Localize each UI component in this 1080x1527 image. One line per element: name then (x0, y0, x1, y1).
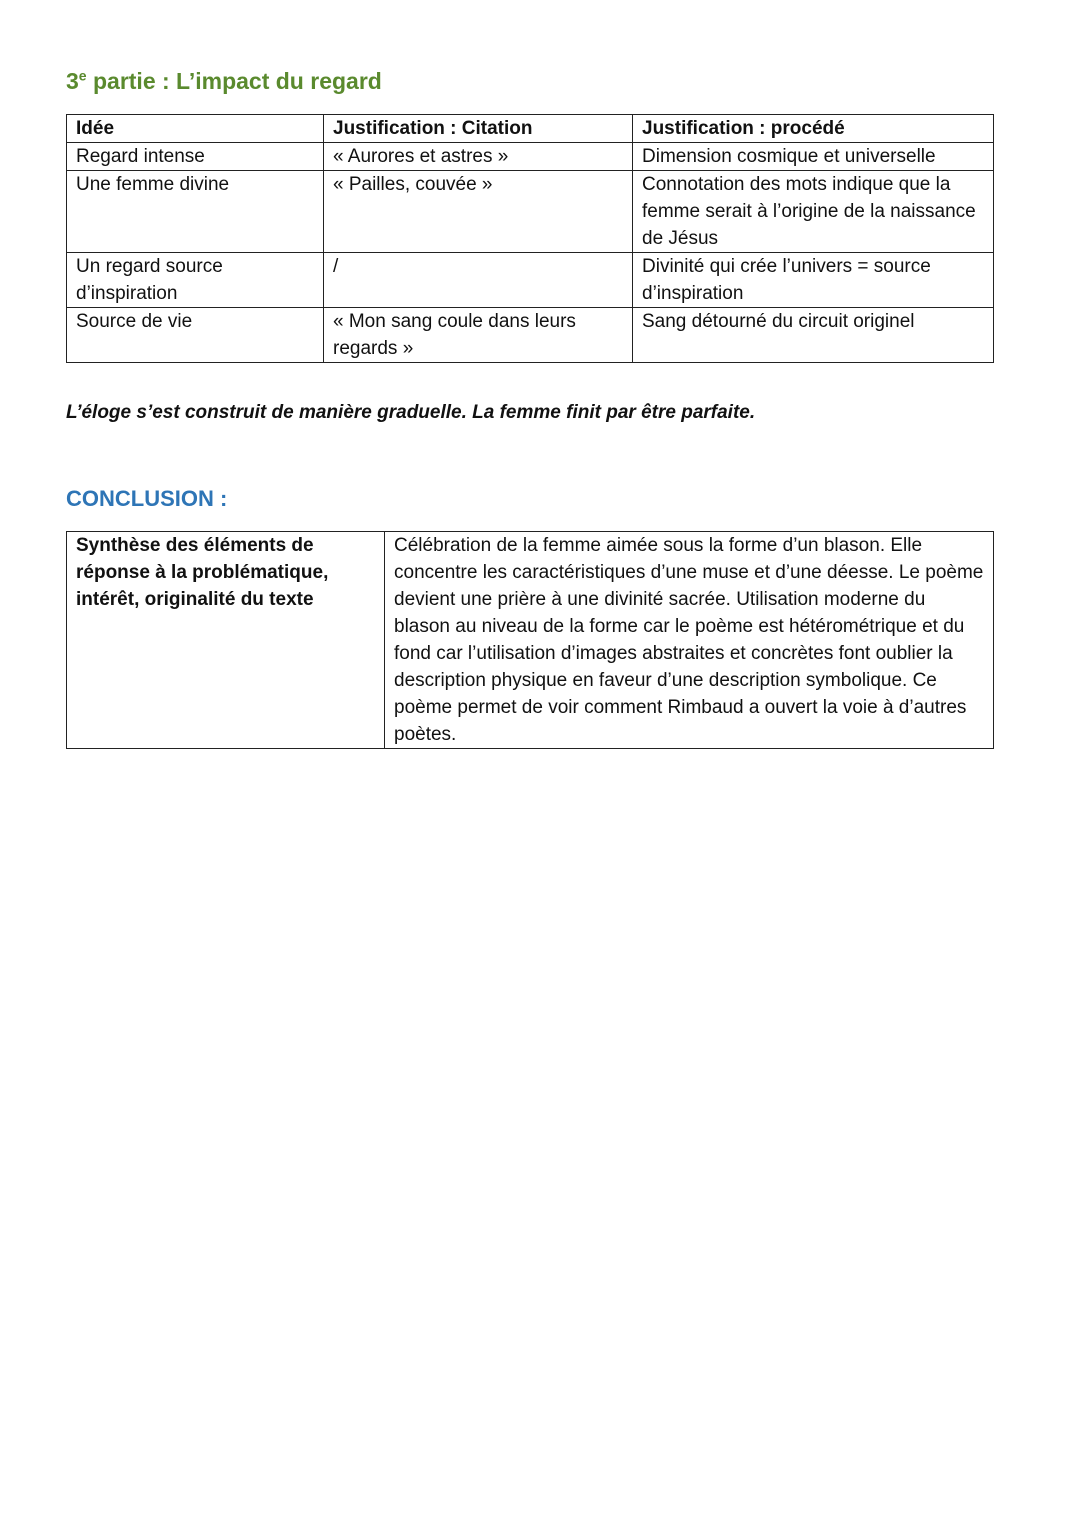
closing-sentence: L’éloge s’est construit de manière graduelle. La femme finit par être parfaite. (66, 402, 756, 423)
conclusion-label: Synthèse des éléments de réponse à la problématique, intérêt, originalité du texte (67, 532, 385, 749)
cell-idea: Regard intense (67, 143, 324, 171)
section-title-part-3 (66, 66, 382, 96)
header-process: Justification : procédé (633, 115, 994, 143)
header-idea: Idée (67, 115, 324, 143)
cell-idea: Source de vie (67, 308, 324, 363)
title-ordinal-suffix: e (78, 67, 87, 84)
cell-process: Dimension cosmique et universelle (633, 143, 994, 171)
header-citation: Justification : Citation (324, 115, 633, 143)
cell-citation: « Mon sang coule dans leurs regards » (324, 308, 633, 363)
title-text: partie : L’impact du regard (86, 68, 382, 94)
cell-process: Connotation des mots indique que la femme serait à l’origine de la naissance de Jésus (633, 171, 994, 253)
table-header-row (67, 115, 994, 143)
title-ordinal: 3 (66, 68, 79, 94)
cell-citation: « Pailles, couvée » (324, 171, 633, 253)
table-row (67, 253, 994, 308)
conclusion-synthesis: Célébration de la femme aimée sous la forme d’un blason. Elle concentre les caractéristiques d’une muse et d’une déesse. Le poème devient une prière à une divinité sacrée. Utilisation moderne du blason au niveau de la forme car le poème est hétérométrique et du fond car l’utilisation d’images abstraites et concrètes font oublier la description physique en faveur d’une description symbolique. Ce poème permet de voir comment Rimbaud a ouvert la voie à d’autres poètes. (385, 532, 994, 749)
cell-idea: Une femme divine (67, 171, 324, 253)
table-row (67, 532, 994, 749)
conclusion-heading: CONCLUSION : (66, 486, 228, 511)
cell-citation: / (324, 253, 633, 308)
analysis-table (66, 114, 994, 363)
cell-citation: « Aurores et astres » (324, 143, 633, 171)
cell-process: Sang détourné du circuit originel (633, 308, 994, 363)
conclusion-table (66, 531, 994, 749)
cell-process: Divinité qui crée l’univers = source d’inspiration (633, 253, 994, 308)
table-row (67, 308, 994, 363)
table-row (67, 143, 994, 171)
table-row (67, 171, 994, 253)
cell-idea: Un regard source d’inspiration (67, 253, 324, 308)
